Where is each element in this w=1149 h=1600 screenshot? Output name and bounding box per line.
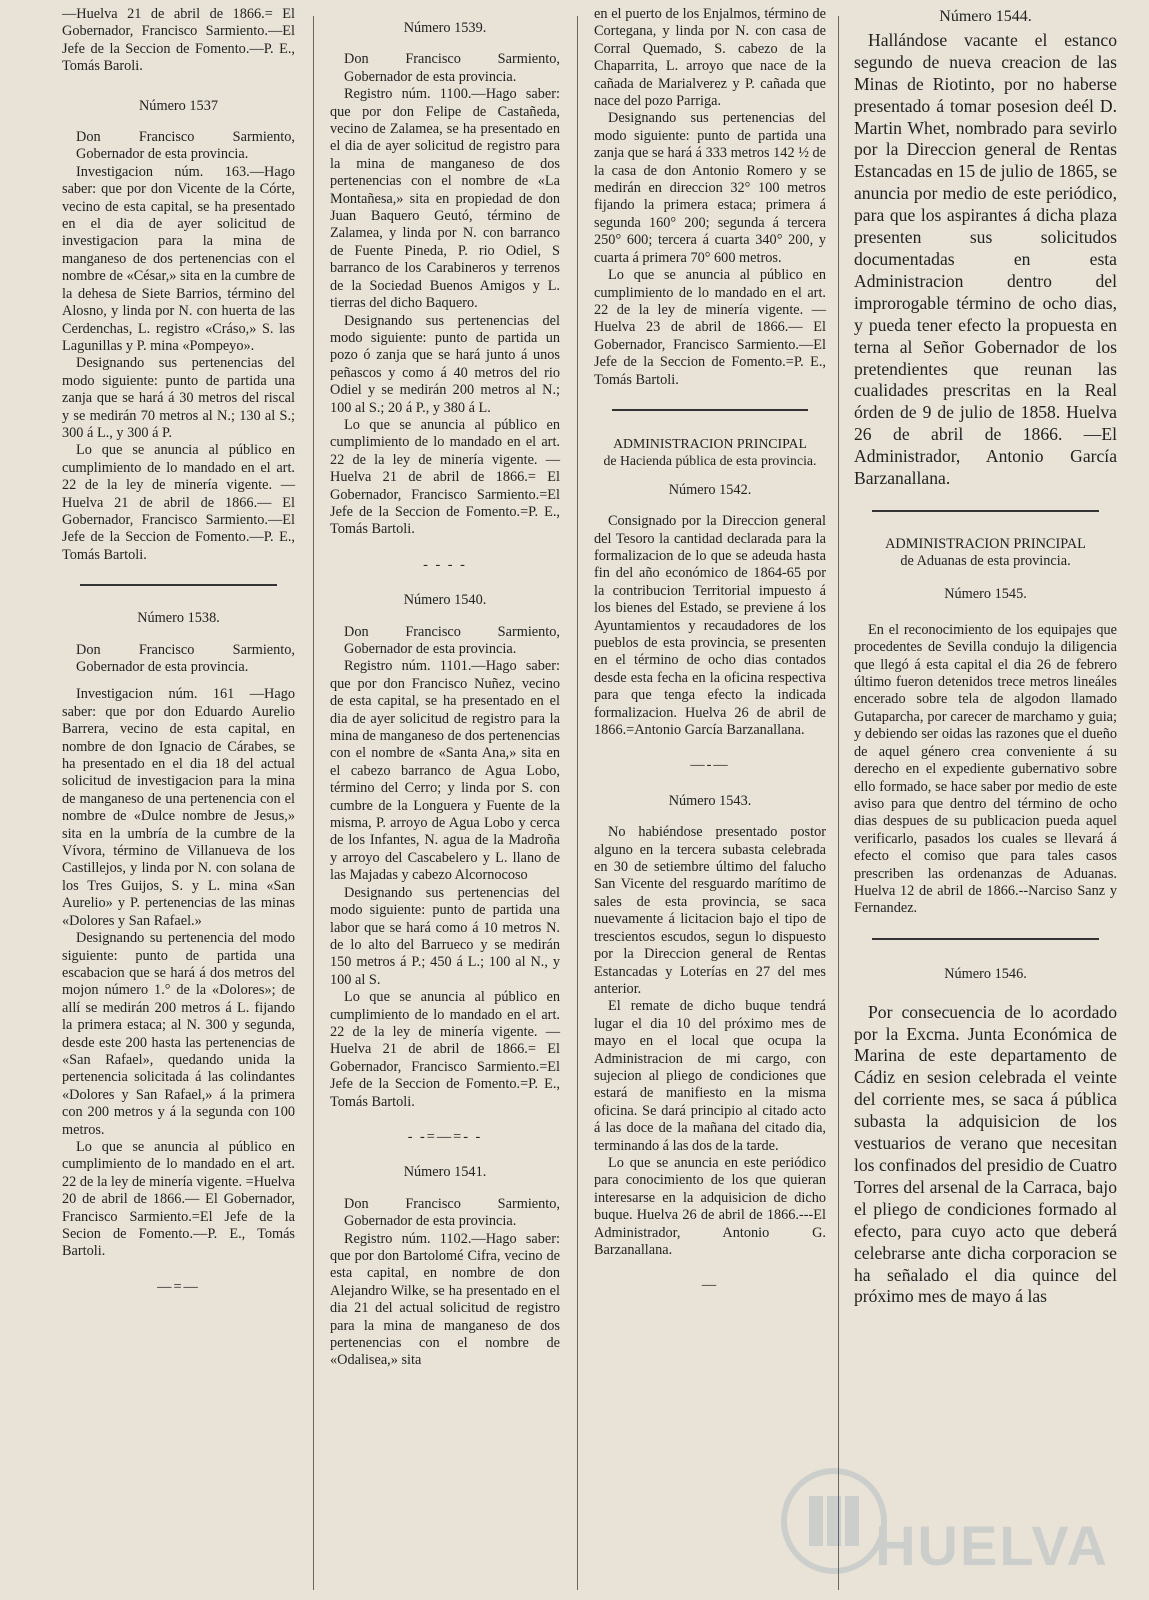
column-divider	[313, 16, 314, 1590]
section-divider	[872, 510, 1099, 512]
columns	[62, 6, 1115, 1600]
separator: —=—	[157, 1278, 200, 1295]
column-1	[62, 6, 295, 1314]
notice-body: No habiéndose presentado postor alguno en la tercera subasta celebrada en 30 de setiembre último del falucho San Vicente del resguardo marítimo de sales de esta provincia, se saca nuevamente á licitacion bajo el tipo de trescientos escudos, segun lo dispuesto por la Direccion general de Rentas Estancadas y Loterías en 27 del mes anterior.	[594, 824, 826, 997]
notice-body: Designando sus pertenencias del modo siguiente: punto de partida una zanja que se hará á 333 metros 142 ½ de la casa de don Antonio Romero y se medirán en direccion 32° 100 metros fijando la primera estaca; primera á segunda 160° 200; segunda á tercera 250° 600; tercera á cuarta 340° 200, y cuarta á primera 70° 600 metros.	[594, 110, 826, 266]
notice-closing: Lo que se anuncia al público en cumplimiento de lo mandado en el art. 22 de la ley de minería vigente. —Huelva 21 de abril de 1866.— El Gobernador, Francisco Sarmiento.—El Jefe de la Seccion de Fomento.—P. E., Tomás Bartoli.	[62, 442, 295, 563]
notice-body: Hallándose vacante el estanco segundo de nueva creacion de las Minas de Riotinto, por no haberse presentado á tomar posesion deél D. Martin Whet, nombrado para sevirlo por la Direccion general de Rentas Estancadas en 15 de julio de 1865, se anuncia por medio de este periódico, para que los aspirantes á dicha plaza presenten sus solicitudos documentadas en esta Administracion dentro del improrogable término de ocho dias, y pueda tener efecto la propuesta en terna al Señor Gobernador de los pretendientes que reunan las cualidades prescritas en la Real órden de 9 de julio de 1858. Huelva 26 de abril de 1866. —El Administrador, Antonio García Barzanallana.	[854, 29, 1117, 489]
notice-body: Por consecuencia de lo acordado por la Excma. Junta Económica de Marina de este departamento de Cádiz en sesion celebrada el veinte del corriente mes, se saca á pública subasta la adquisicion de los vestuarios de verano que necesitan los confinados del presidio de Cuatro Torres del arsenal de la Carraca, bajo el pliego de condiciones formado al efecto, para cuyo acto que deberá celebrarse ante dicha corporacion se ha señalado el dia quince del próximo mes de mayo á las	[854, 1001, 1117, 1307]
column-divider	[577, 16, 578, 1590]
column-3	[594, 6, 826, 1313]
notice-issuer: Don Francisco Sarmiento, Gobernador de esta provincia.	[344, 1195, 560, 1230]
notice-body: Designando su pertenencia del modo siguiente: punto de partida una escabacion que se hará á dos metros del mojon número 1.° de la «Dolores»; de allí se medirán 200 metros á L. fijando la primera estaca; al N. 300 y segunda, desde este 200 hasta las pertenencias de «San Rafael», quedando unida la pertenencia solicitada á las colindantes «Dolores y San Rafael,» á la primera con 200 metros y á la segunda con 100 metros.	[62, 930, 295, 1138]
notice-number: Número 1544.	[939, 8, 1032, 25]
notice-closing: Lo que se anuncia al público en cumplimiento de lo mandado en el art. 22 de la ley de minería vigente. =Huelva 20 de abril de 1866.— El Gobernador, Francisco Sarmiento.=El Jefe de la Secion de Fomento.—P. E., Tomás Bartoli.	[62, 1138, 295, 1260]
section-divider	[872, 938, 1099, 940]
separator: —-—	[690, 757, 730, 774]
notice-number: Número 1540.	[403, 592, 487, 609]
notice-body: Designando sus pertenencias del modo siguiente: punto de partida una zanja que se hará á 30 metros del riscal y se medirán 70 metros al N.; 130 al S.; 300 á L., y 300 á P.	[62, 355, 295, 441]
notice-body: en el puerto de los Enjalmos, término de Cortegana, y linda por N. con casa de Corral Quemado, S. cabezo de la Chaparrita, L. arroyo que nace de la cañada de Marialverez y P. cañada que nace del pozo Parriga.	[594, 6, 826, 110]
notice-closing: Lo que se anuncia al público en cumplimiento de lo mandado en el art. 22 de la ley de minería vigente. —Huelva 23 de abril de 1866.— El Gobernador, Francisco Sarmiento.—El Jefe de la Seccion de Fomento.=P. E., Tomás Bartoli.	[594, 267, 826, 388]
notice-body: Registro núm. 1100.—Hago saber: que por don Felipe de Castañeda, vecino de Zalamea, se ha presentado en el dia de ayer solicitud de registro para la mina de manganeso de dos pertenencias con el nombre de «La Montañesa,» sita en propiedad de don Juan Baquero Geutó, término de Zalamea, y linda por N. con barranco de Fuente Pineda, P. rio Odiel, S barranco de los Carabineros y terrenos de la Sociedad Buenos Amigos y L. tierras del dicho Baquero.	[330, 86, 560, 312]
notice-body: Registro núm. 1101.—Hago saber: que por don Francisco Nuñez, vecino de esta capital, se ha presentado en el dia de ayer solicitud de registro para la mina de manganeso de dos pertenencias con el nombre de «Santa Ana,» sita en el cabezo barranco de Agua Lobo, término del Cerro; y linda por S. con cumbre de la Longuera y Fuente de la misma, P. arroyo de Agua Lobo y cerca de los Infantes, N. agua de la Madroña y arroyo del Cascabelero y L. llano de las Majadas y cabezo Alcornocoso	[330, 658, 560, 884]
notice-number: Número 1545.	[944, 585, 1027, 602]
notice-body: Designando sus pertenencias del modo siguiente: punto de partida un pozo ó zanja que se hará junto á unos peñascos y como á 40 metros del rio Odiel y se medirán 200 metros al N.; 100 al S.; 20 á P., y 380 á L.	[330, 312, 560, 416]
notice-number: Número 1543.	[668, 792, 752, 809]
separator: - -=—=- -	[407, 1128, 483, 1145]
continued-notice: —Huelva 21 de abril de 1866.= El Gobernador, Francisco Sarmiento.—El Jefe de la Seccion de Fomento.—P. E., Tomás Baroli.	[62, 6, 295, 75]
notice-number: Número 1539.	[403, 20, 487, 36]
notice-closing: Lo que se anuncia al público en cumplimiento de lo mandado en el art. 22 de la ley de minería vigente. —Huelva 21 de abril de 1866.= El Gobernador, Francisco Sarmiento.=El Jefe de la Seccion de Fomento.=P. E., Tomás Bartoli.	[330, 416, 560, 538]
notice-issuer: Don Francisco Sarmiento, Gobernador de esta provincia.	[76, 129, 295, 163]
notice-number: Número 1546.	[944, 965, 1027, 982]
column-2	[330, 6, 560, 1370]
notice-number: Número 1538.	[137, 610, 220, 627]
section-subtitle: de Hacienda pública de esta provincia.	[603, 453, 817, 469]
column-divider	[838, 16, 839, 1590]
notice-body: Consignado por la Direccion general del Tesoro la cantidad declarada para la formalizacion de lo que se adeuda hasta fin del año económico de 1864-65 por la contribucion Territorial impuesto á los bienes del Estado, se previene á los Ayuntamientos y recaudadores de los pueblos de esta provincia, se presenten en el término de ocho dias contados desde esta fecha en la oficina respectiva para que tenga efecto la indicada formalizacion. Huelva 26 de abril de 1866.=Antonio García Barzanallana.	[594, 513, 826, 739]
section-divider	[80, 584, 277, 586]
notice-number: Número 1542.	[668, 481, 752, 498]
notice-issuer: Don Francisco Sarmiento, Gobernador de esta provincia.	[344, 51, 560, 85]
section-subtitle: de Aduanas de esta provincia.	[900, 552, 1071, 569]
separator: - - - -	[423, 556, 467, 573]
separator: —	[701, 1277, 719, 1294]
notice-body: Investigacion núm. 161 —Hago saber: que por don Eduardo Aurelio Barrera, vecino de esta capital, en nombre de don Ignacio de Cárabes, se ha presentado en el dia 18 del actual solicitud de investigacion para la mina de manganeso de una pertenencia con el nombre de «Dulce nombre de Jesus,» sita en la umbría de la cumbre de la Vívora, término de Villanueva de los Castillejos, y linda por N. con solana de los Tres Guijos, S. y L. mina «San Aurelio» y P. pertenencias de las minas «Dolores y San Rafael.»	[62, 686, 295, 929]
notice-body: El remate de dicho buque tendrá lugar el dia 10 del próximo mes de mayo en el local que ocupa la Administracion de mi cargo, con sujecion al pliego de condiciones que estará de manifiesto en la misma oficina. Se dará principio al citado acto á las doce de la mañana del citado dia, terminando á las dos de la tarde.	[594, 998, 826, 1154]
section-divider	[612, 409, 808, 411]
column-4	[854, 6, 1117, 1308]
notice-body: En el reconocimiento de los equipajes que procedentes de Sevilla condujo la diligencia que llegó á esta capital el dia 26 de febrero último fueron detenidos trece metros lineáles encerado sobre tela de algodon llamado Gutaparcha, por carecer de marchamo y guia; y debiendo ser oidas las razones que el dueño de aquel género crea conveniente á su derecho en el expediente gubernativo sobre ello formado, se hace saber por medio de este aviso para que dentro del término de ocho dias despues de su publicacion pueda aquel verificarlo, pasados los cuales se llevará á efecto el comiso que para tales casos prescriben las ordenanzas de Aduanas. Huelva 12 de abril de 1866.--Narciso Sanz y Fernandez.	[854, 621, 1117, 917]
notice-issuer: Don Francisco Sarmiento, Gobernador de esta provincia.	[344, 623, 560, 657]
watermark-text: HUELVA	[875, 1514, 1109, 1577]
notice-issuer: Don Francisco Sarmiento, Gobernador de esta provincia.	[76, 641, 295, 675]
notice-body: Registro núm. 1102.—Hago saber: que por don Bartolomé Cifra, vecino de esta capital, en nombre de don Alejandro Wilke, se ha presentado en el dia 21 del actual solicitud de registro para la mina de manganeso de dos pertenencias con el nombre de «Odalisea,» sita	[330, 1230, 560, 1369]
notice-number: Número 1537	[138, 97, 219, 114]
notice-body: Investigacion núm. 163.—Hago saber: que por don Vicente de la Córte, vecino de esta capital, se ha presentado en el dia de ayer solicitud de investigacion para la mina de manganeso de dos pertenencias con el nombre de «César,» sita en la cumbre de la dehesa de Siete Barrios, término del Alosno, y linda por N. con huerta de las Cerdenchas, L. registro «Cráso,» S. las Lagunillas y P. mina «Pompeyo».	[62, 163, 295, 354]
section-title: ADMINISTRACION PRINCIPAL	[613, 435, 807, 451]
section-title: ADMINISTRACION PRINCIPAL	[885, 535, 1086, 552]
notice-closing: Lo que se anuncia al público en cumplimiento de lo mandado en el art. 22 de la ley de minería vigente. —Huelva 21 de abril de 1866.= El Gobernador, Francisco Sarmiento.=El Jefe de la Seccion de Fomento.=P. E., Tomás Bartoli.	[330, 989, 560, 1110]
notice-number: Número 1541.	[403, 1164, 487, 1181]
notice-closing: Lo que se anuncia en este periódico para conocimiento de los que quieran interesarse en la adquisicion de dicho buque. Huelva 26 de abril de 1866.---El Administrador, Antonio G. Barzanallana.	[594, 1154, 826, 1258]
notice-body: Designando sus pertenencias del modo siguiente: punto de partida una labor que se hará como á 10 metros N. de lo alto del Barrueco y se medirán 150 metros á P.; 450 á L.; 100 al N., y 100 al S.	[330, 884, 560, 988]
